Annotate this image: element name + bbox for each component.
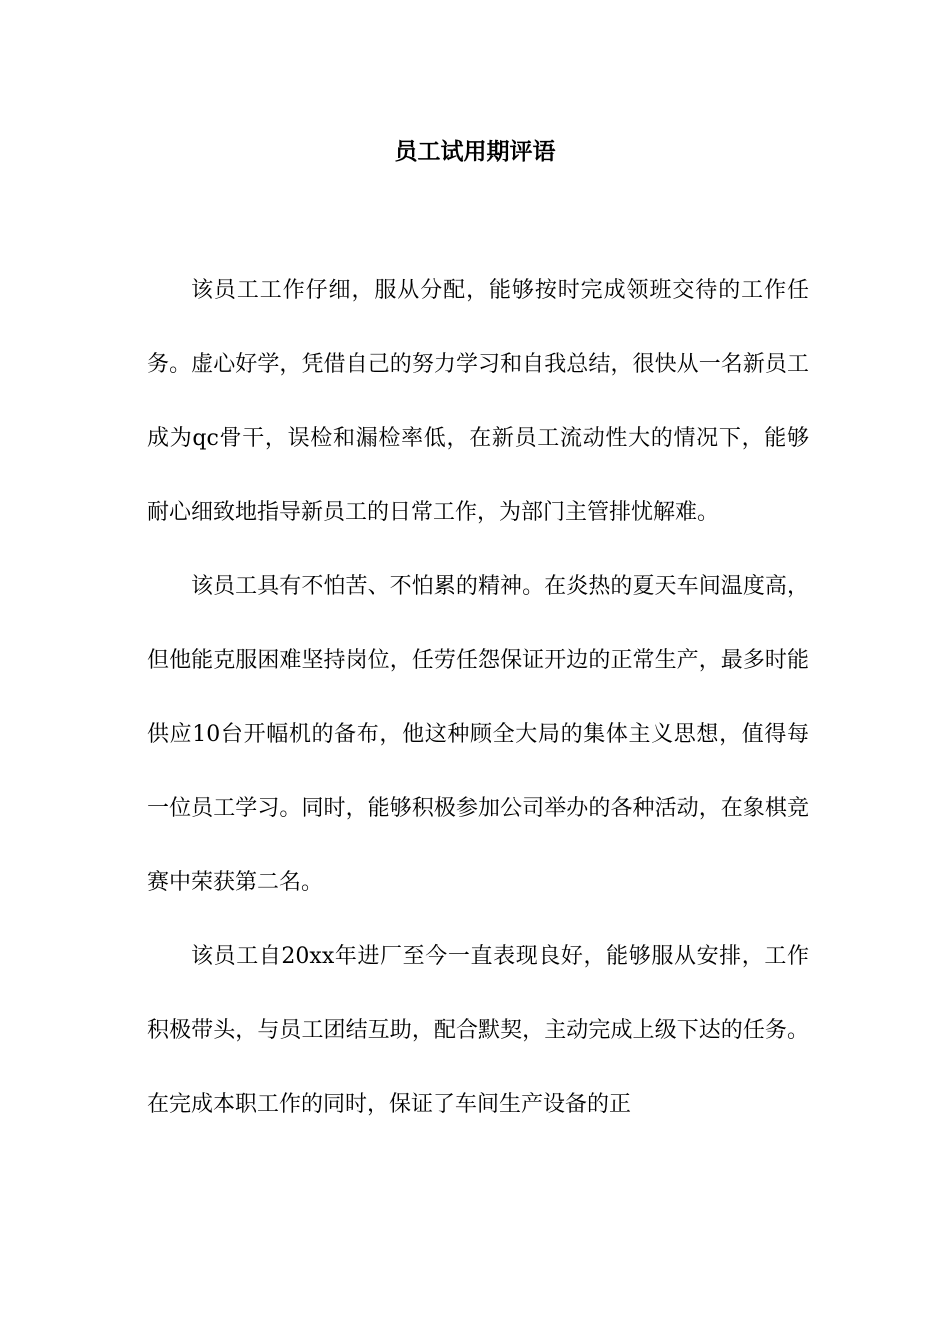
paragraph-3: 该员工自20xx年进厂至今一直表现良好，能够服从安排，工作积极带头，与员工团结互助，配合默契，主动完成上级下达的任务。在完成本职工作的同时，保证了车间生产设备的正: [147, 944, 809, 1117]
document-body: [147, 254, 809, 1142]
paragraph-1: 该员工工作仔细，服从分配，能够按时完成领班交待的工作任务。虚心好学，凭借自己的努力学习和自我总结，很快从一名新员工成为qc骨干，误检和漏检率低，在新员工流动性大的情况下，能够耐心细致地指导新员工的日常工作，为部门主管排忧解难。: [147, 278, 809, 525]
document-title: 员工试用期评语: [394, 138, 556, 165]
paragraph-2: 该员工具有不怕苦、不怕累的精神。在炎热的夏天车间温度高，但他能克服困难坚持岗位，任劳任怨保证开边的正常生产，最多时能供应10台开幅机的备布，他这种顾全大局的集体主义思想，值得每一位员工学习。同时，能够积极参加公司举办的各种活动，在象棋竞赛中荣获第二名。: [147, 574, 809, 895]
